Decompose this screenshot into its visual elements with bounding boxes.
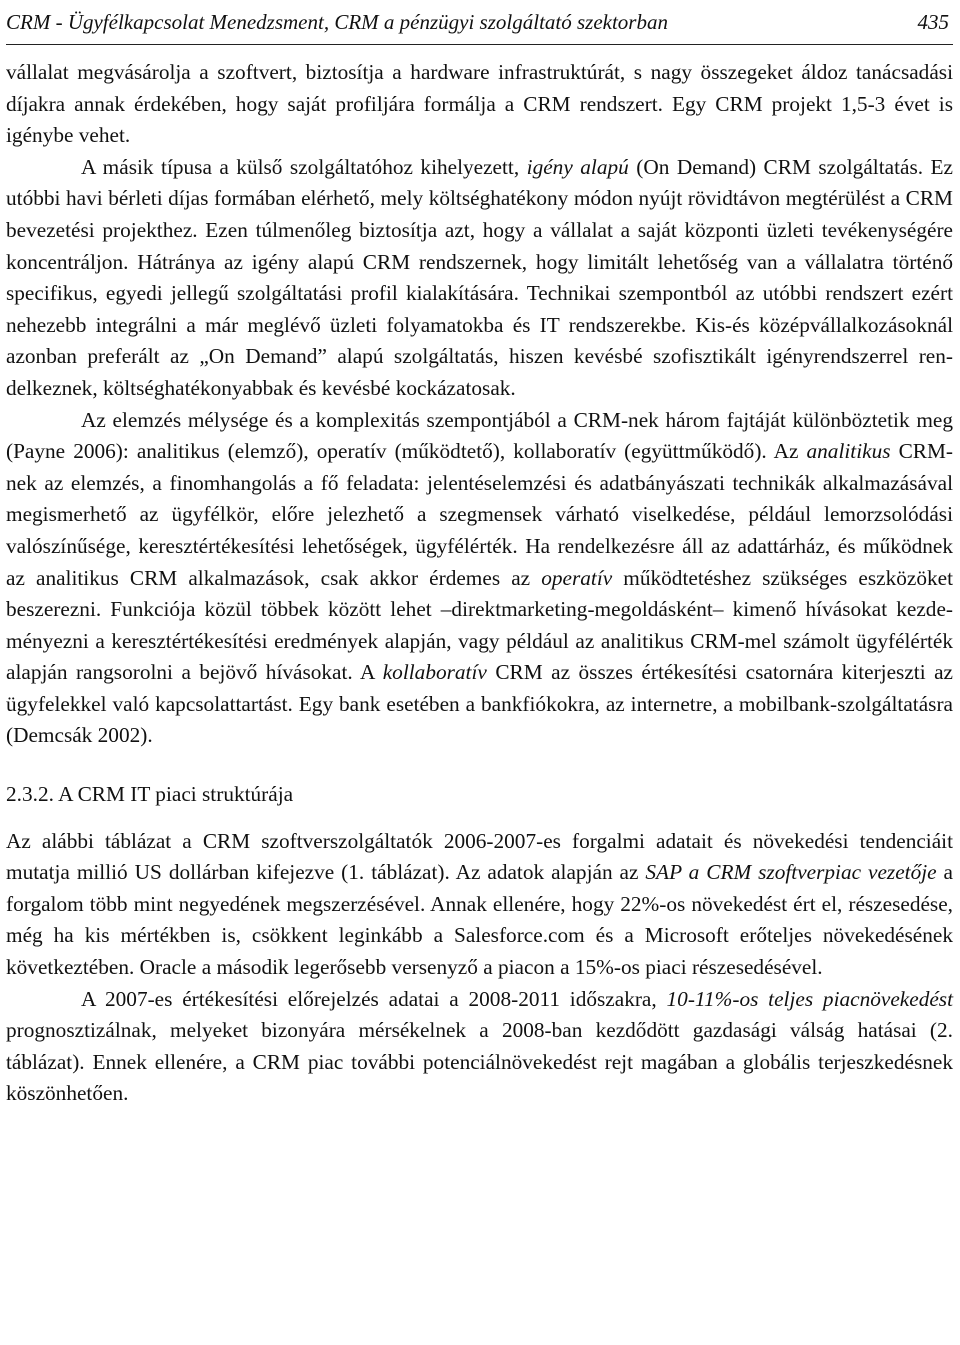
italic-text: SAP a CRM szoftverpiac vezetője	[645, 860, 937, 885]
paragraph-p1	[6, 57, 953, 152]
italic-text: kollaboratív	[382, 660, 487, 685]
body-text	[6, 57, 953, 1110]
paragraphs-after-heading	[6, 826, 953, 1110]
text-run: Az elemzés mélysége és a komplexitás szempontjából a CRM-nek három fajtáját különböztetik meg (Payne 2006): analitikus (elemző), operatív (működtető), kollaboratív (együttműködő). Az	[6, 407, 953, 464]
section-heading: 2.3.2. A CRM IT piaci struktúrája	[6, 782, 294, 807]
document-page	[6, 0, 953, 1110]
page-number: 435	[917, 10, 949, 34]
text-run: (On Demand) CRM szolgáltatás. Ez utóbbi havi bérleti díjas formában elérhető, mely költséghatékony módon nyújt rövidtávon megtérülést a CRM bevezetési projekthez. Ezen túlmenőleg biztosítja azt, hogy a vállalat a saját központi üzleti tevékenységére koncentráljon. Hátránya az igény alapú CRM rendszernek, hogy limitált lehetőség van a vállalatra történő specifikus, egyedi jellegű szolgáltatási profil kialakítására. Technikai szempontból az utóbbi rendszert ezért nehezebb integrálni a már meglévő üzleti folyamatokba és IT rendszerekbe. Kis-és középvállalkozásoknál azonban preferált az „On Demand” alapú szolgáltatás, hiszen kevésbé szofisztikált igényrendszerrel rendelkeznek, költséghatékonyabbak és kevésbé kockázatosak.	[6, 154, 953, 400]
text-run: CRM az összes értékesítési csatornára kiterjeszti az ügyfelekkel való kapcsolattartást. Egy bank esetében a bankfiókokra, az internetre, a mobilbank-szolgáltatásra (Demcsák 2002).	[6, 660, 954, 748]
text-run: A 2007-es értékesítési előrejelzés adatai a 2008-2011 időszakra,	[81, 986, 667, 1011]
text-run: a forgalom több mint negyedének megszerzésével. Annak ellenére, hogy 22%-os növekedést ért el, részesedése, még ha kis mértékben is, csökkent leginkább a Salesforce.com és a Microsoft erőteljes növekedésének következtében. Oracle a második legerősebb versenyző a piacon a 15%-os piaci részesedésével.	[6, 860, 953, 980]
text-run: CRM-nek az elemzés, a finomhangolás a fő feladata: jelentéselemzési és adatbányászati technikák alkalmazásával megismerhető az ügyfélkör, előre jelezhető a szegmensek várható viselkedése, például lemorzsolódási valószínűsége, keresztértékesítési lehetőségek, ügyfélérték. Ha rendelkezésre áll az adattárház, és működnek az analitikus CRM alkalmazások, csak akkor érdemes az	[6, 439, 954, 590]
header-title: CRM - Ügyfélkapcsolat Menedzsment, CRM a pénzügyi szolgáltató szektorban	[6, 10, 668, 34]
italic-text: igény alapú	[526, 154, 629, 179]
italic-text: 10-11%-os teljes piacnövekedést	[666, 986, 953, 1011]
paragraph-p5	[6, 984, 953, 1110]
italic-text: analitikus	[806, 439, 891, 464]
paragraphs-before-heading	[6, 57, 953, 752]
paragraph-p3	[6, 405, 953, 753]
text-run: prognosztizálnak, melyeket bizonyára mérsékelnek a 2008-ban kezdődött gazdasági válság hatásai (2. táblázat). Ennek ellenére, a CRM piac további potenciálnövekedést rejt magában a globális terjeszkedésnek köszönhetően.	[6, 1018, 953, 1106]
italic-text: operatív	[541, 565, 613, 590]
text-run: Az alábbi táblázat a CRM szoftverszolgáltatók 2006-2007-es forgalmi adatait és növekedési tendenciáit mutatja millió US dollárban kifejezve (1. táblázat). Az adatok alapján az	[6, 828, 953, 885]
paragraph-p2	[6, 152, 953, 405]
running-header	[6, 0, 953, 45]
text-run: vállalat megvásárolja a szoftvert, biztosítja a hardware infrastruktúrát, s nagy összegeket áldoz tanácsadási díjakra annak érdekében, hogy saját profiljára formálja a CRM rendszert. Egy CRM projekt 1,5-3 évet is igénybe vehet.	[6, 60, 953, 148]
text-run: működtetéshez szükséges eszközöket beszerezni. Funkciója közül többek között lehet –direktmarketing-megoldásként– kimenő hívásokat kezdeményezni a keresztértékesítési eredmények alapján, vagy például az analitikus CRM-mel számolt ügyfélérték alapján rangsorolni a bejövő hívásokat. A	[6, 565, 953, 685]
text-run: A másik típusa a külső szolgáltatóhoz kihelyezett,	[81, 154, 527, 179]
paragraph-p4	[6, 826, 953, 984]
